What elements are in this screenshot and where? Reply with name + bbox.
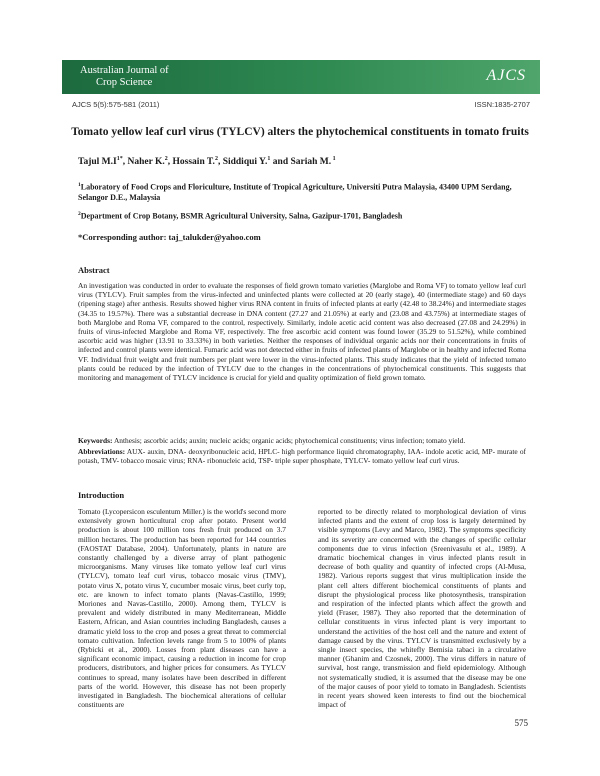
abbreviations-label: Abbreviations: [78,447,126,456]
affiliation-2 [78,209,538,222]
issn: ISSN:1835-2707 [474,100,530,109]
author-sup: 2 [214,156,218,162]
affiliation-text: Department of Crop Botany, BSMR Agricultural University, Salna, Gazipur-1701, Bangladesh [80,211,403,221]
abbreviations-text: AUX- auxin, DNA- deoxyribonucleic acid, HPLC- high performance liquid chromatography, IAA- indole acetic acid, MP- murate of potash, TMV- tobacco mosaic virus; RNA- ribonucleic acid, TSP- triple super phosphate, TYLCV- tomato yellow leaf curl virus. [78,447,526,466]
author-sep: , [217,157,223,168]
corresponding-author: *Corresponding author: taj_talukder@yahoo.com [78,232,261,242]
author-name: Naher K. [127,157,165,168]
author-name: Hossain T. [172,157,215,168]
citation: AJCS 5(5):575-581 (2011) [72,100,160,109]
abstract-heading: Abstract [78,265,110,275]
author-name: Sariah M. [290,157,332,168]
journal-abbr-logo: AJCS [486,67,526,84]
author-sep: and [270,157,291,168]
keywords-label: Keywords: [78,436,113,445]
keywords [78,436,526,445]
affiliation-1 [78,180,538,203]
affiliation-sup: 2 [78,211,81,217]
page-number: 575 [514,718,528,728]
abstract-text: An investigation was conducted in order to evaluate the responses of field grown tomato varieties (Marglobe and Roma VF) to tomato yellow leaf curl virus (TYLCV). Fruit samples from the virus-infected and uninfected plants were collected at 20 (early stage), 40 (intermediate stage) and 60 days (ripening stage) after anthesis. Results showed higher virus RNA content in fruits of infected plants at early (42.48 to 38.24%) and intermediate stages (34.35 to 19.57%). There was a substantial decrease in DNA content (27.27 and 21.05%) at early and (23.08 and 43.75%) at intermediate stages of both Marglobe and Roma VF, compared to the control, respectively. Similarly, indole acetic acid content was also decreased (27.08 and 24.29%) in fruits of virus-infected Marglobe and Roma VF, respectively. The free ascorbic acid content was found lower (35.29 to 51.52%), while combined ascorbic acid was higher (13.91 to 33.33%) in both varieties. Neither the responses of individual organic acids nor their concentrations in fruits of infected and control plants were identical. Fumaric acid was not detected either in fruits of infected plants of Marglobe or in healthy and infected Roma VF. Individual fruit weight and fruit numbers per plant were lower in the virus-infected plants. This study indicates that the yield of infected tomato plants could be reduced by the infection of TYLCV due to the changes in the concentrations of phytochemical constituents. This suggests that monitoring and management of TYLCV incidence is crucial for yield and quality optimization of field grown tomato. [78,281,526,383]
keywords-text: Anthesis; ascorbic acids; auxin; nucleic acids; organic acids; phytochemical constituents; virus infection; tomato yield. [112,436,466,445]
affiliation-text: Laboratory of Food Crops and Floriculture, Institute of Tropical Agriculture, Universiti Putra Malaysia, 43400 UPM Serdang, Selangor D.E., Malaysia [78,182,512,202]
journal-name [80,65,169,89]
author-name: Siddiqui Y. [222,157,268,168]
journal-name-line1: Australian Journal of [80,65,169,76]
introduction-column-right: reported to be directly related to morphological deviation of virus infected plants and the extent of crop loss is largely determined by visible symptoms (Levy and Marco, 1982). The symptoms specificity and its severity are concerned with the changes of specific cellular components due to virus infection (Sreenivasulu et al., 1989). A dramatic biochemical changes in virus infected plants result in decrease of both quality and quantity of infected crops (Al-Musa, 1982). Various reports suggest that virus multiplication inside the plant cell alters different biochemical constituents of plants and disrupt the physiological process like photosynthesis, transpiration and respiration of the infected plants which affect the growth and yield (Fraser, 1987). They also reported that the determination of cellular constituents in virus infected plant is very important to understand the activities of the host cell and the nature and extent of damage caused by the virus. TYLCV is transmitted exclusively by a single insect species, the whitefly Bemisia tabaci in a circulative manner (Ghanim and Czosnek, 2000). The virus differs in nature of survival, host range, transmission and field epidemiology. Although not systematically studied, it is assumed that the disease may be one of the major causes of poor yield to tomato in Bangladesh. Scientists in recent years showed keen interests to find out the biochemical impact of [318,507,526,710]
author-sup: 1* [116,156,123,162]
journal-name-line2: Crop Science [96,77,153,88]
author-list [78,156,336,167]
journal-banner [62,60,540,94]
author-sep: , [167,157,173,168]
author-sup: 1 [267,156,271,162]
abbreviations [78,447,526,465]
author-sep: , [122,157,128,168]
paper-title: Tomato yellow leaf curl virus (TYLCV) alters the phytochemical constituents in tomato fruits [71,126,529,138]
introduction-column-left: Tomato (Lycopersicon esculentum Miller.) is the world's second more extensively grown horticultural crop after potato. Present world production is about 100 million tons fresh fruit produced on 3.7 million hectares. The production has been reported for 144 countries (FAOSTAT Database, 2004). Unfortunately, plants in nature are constantly challenged by a diverse array of plant pathogenic microorganisms. Many viruses like tomato yellow leaf curl virus (TYLCV), tomato leaf curl virus, tobacco mosaic virus (TMV), potato virus X, potato virus Y, cucumber mosaic virus, beet curly top, etc. are known to infect tomato plants (Navas-Castillo, 1999; Moriones and Navas-Castillo, 2000). Among them, TYLCV is prevalent and widely distributed in many Mediterranean, Middle Eastern, African, and Asian countries including Bangladesh, causes a dramatic yield loss to the crop and poses a great threat to commercial tomato cultivation. Infection levels range from 5 to 100% of plants (Rybicki et al., 2000). Losses from plant diseases can have a significant economic impact, causing a reduction in income for crop producers, distributors, and higher prices for consumers. As TYLCV continues to spread, many isolates have been described in different parts of the world. However, this disease has not been properly investigated in Bangladesh. The biochemical alterations of cellular constituents are [78,507,286,710]
introduction-heading: Introduction [78,490,125,500]
author-name: Tajul M.I [78,157,117,168]
author-sup: 1 [331,156,336,162]
author-sup: 2 [164,156,168,162]
affiliation-sup: 1 [78,182,81,188]
